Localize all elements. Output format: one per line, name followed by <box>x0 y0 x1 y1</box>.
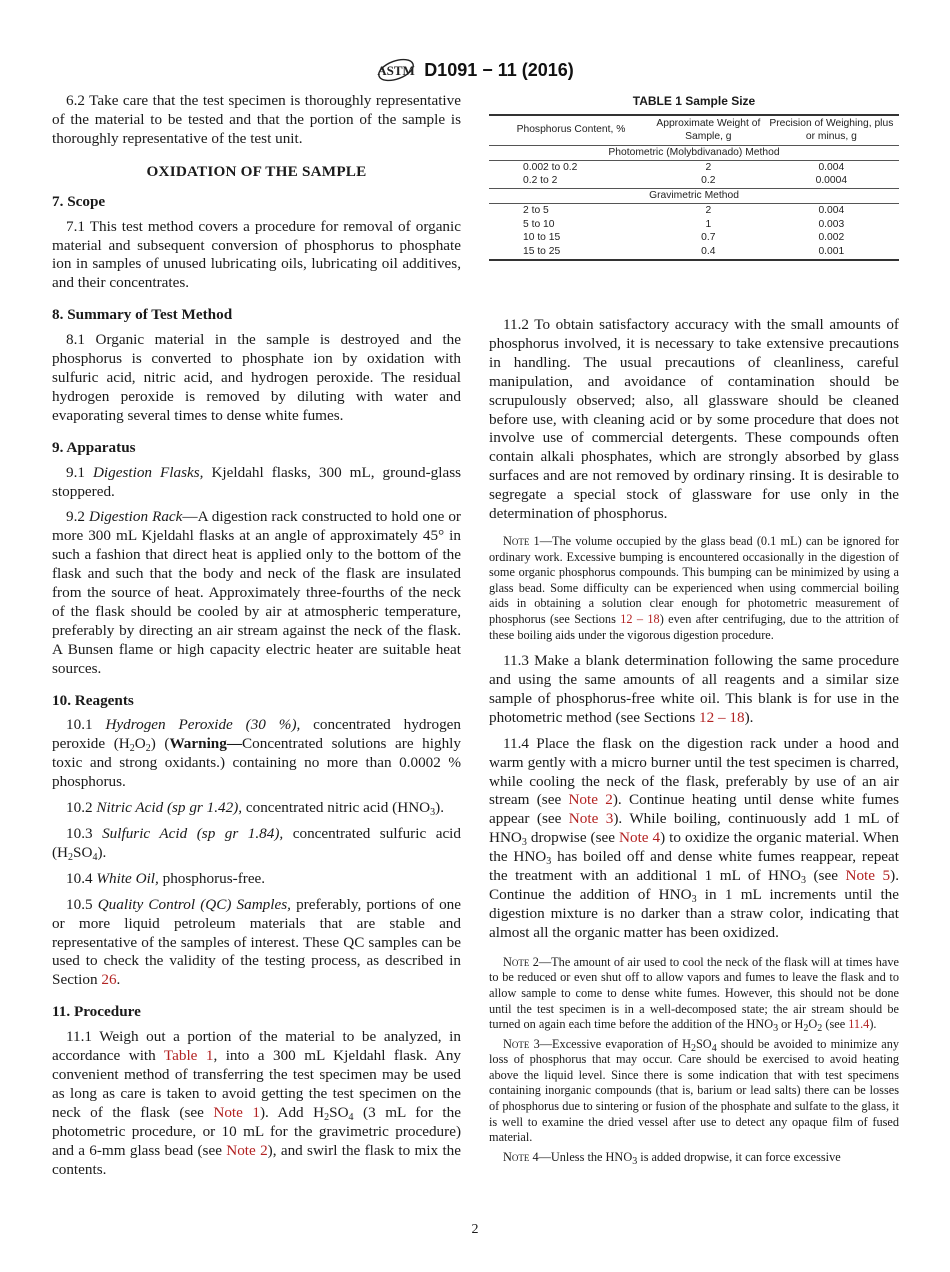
table-row <box>489 245 899 260</box>
term: Sulfuric Acid (sp gr 1.84), <box>102 825 284 842</box>
cell: 1 <box>705 218 712 230</box>
text: O <box>808 1017 818 1032</box>
cell: 0.003 <box>818 218 845 230</box>
subscript: 2 <box>817 1023 823 1035</box>
subscript: 2 <box>145 743 151 755</box>
text: ). <box>869 1017 877 1032</box>
cell: 2 <box>705 204 712 216</box>
paragraph-6-2: 6.2 Take care that the test specimen is thoroughly representative of the material to be tested and that the portion of the sample is thoroughly representative of the test unit. <box>52 92 461 147</box>
text: —The amount of air used to cool the neck of the flask will at times have to be reduced or even shut off to allow vapors and fumes to leave the flask and to allow sample to come to dense white fumes. However, this should not be done until the test specimen is in a well-decomposed state; the air stream should be turned on again each time before the addition of the HNO <box>489 954 899 1032</box>
text: , into a 300 mL Kjeldahl flask. Any convenient method of transferring the test specimen may be used as long as care is taken to avoid getting the test specimen on the neck of the flask (see <box>52 1047 462 1121</box>
column-header: Precision of Weighing, plus or minus, g <box>764 115 899 146</box>
text: ). While boiling, continuously add 1 mL of HNO <box>489 810 899 847</box>
subscript: 2 <box>803 1023 809 1035</box>
cell: 0.7 <box>701 232 716 244</box>
cell: 0.004 <box>818 161 845 173</box>
cell: 5 to 10 <box>523 218 555 230</box>
section-26-link[interactable]: 26 <box>101 971 117 989</box>
num: 10.1 <box>66 716 106 734</box>
num: 9.2 <box>66 508 89 526</box>
text: in 1 mL increments until the digestion mixture is no darker than a straw color, indicating that almost all the organic matter has been oxidized. <box>489 886 899 941</box>
text: SO <box>329 1103 349 1121</box>
text: SO <box>695 1036 712 1051</box>
column-header: Phosphorus Content, % <box>489 115 653 146</box>
num: 10.4 <box>66 869 97 887</box>
paragraph-11-3 <box>489 652 899 728</box>
cell: 0.002 <box>818 232 845 244</box>
text: . <box>116 971 121 989</box>
paragraph-8-1: 8.1 Organic material in the sample is destroyed and the phosphorus is converted to phosphate ion by oxidation with sulfuric acid, nitric acid, and hydrogen peroxide. The residual hydrogen peroxide is removed by diluting with water and evaporating several times to dense white fumes. <box>52 331 461 424</box>
table-row <box>489 218 899 232</box>
note-label: Note 4 <box>503 1149 539 1164</box>
document-id: D1091 − 11 (2016) <box>424 59 574 80</box>
text: 11.4 Place the flask on the digestion rack under a hood and warm gently with a micro burner until the test specimen is charred, while cooling the neck of the flask, preferably by use of an air stream (see <box>489 734 899 809</box>
text: ). Add H <box>259 1103 325 1121</box>
num: 9.1 <box>66 463 93 481</box>
table-row <box>489 160 899 174</box>
term: Quality Control (QC) Samples, <box>97 895 291 913</box>
text: ). <box>744 708 754 726</box>
note-2-link[interactable]: Note 2 <box>226 1141 268 1159</box>
heading-summary: 8. Summary of Test Method <box>52 306 233 324</box>
cell: 10 to 15 <box>523 232 561 244</box>
text: (see <box>822 1017 849 1032</box>
table-header-row <box>489 115 899 146</box>
cell: 0.001 <box>818 245 845 257</box>
text: —A digestion rack constructed to hold one or more 300 mL Kjeldahl flasks at an angle of approximately 45° in such a fashion that direct heat is applied only to the bottom of the flask and such that the body and neck of the flask are insulated from the source of heat. Approximately three-fourths of the neck of the flask should be cooled by air at atmospheric temperature, preferably by directing an air stream against the neck of the flask. A Bunsen flame or high capacity electric heater are suitable heat sources. <box>52 508 461 677</box>
table <box>489 114 899 261</box>
cell: 0.002 to 0.2 <box>523 161 578 173</box>
page-number: 2 <box>471 1222 479 1237</box>
subscript: 2 <box>690 1042 696 1054</box>
text: is added dropwise, it can force excessive <box>637 1149 841 1164</box>
page-header <box>0 54 950 86</box>
note-4-link[interactable]: Note 4 <box>619 829 661 847</box>
term: Nitric Acid (sp gr 1.42), <box>96 799 243 817</box>
note-1-link[interactable]: Note 1 <box>213 1103 260 1121</box>
cell: 0.2 to 2 <box>523 175 558 187</box>
text: ) to oxidize the organic material. When the HNO <box>489 829 899 866</box>
text: Concentrated solutions are highly toxic and strong oxidants.) containing no more than 0.0002 % phosphorus. <box>52 735 461 791</box>
note-label: Note 2 <box>503 954 539 969</box>
text: (see <box>805 867 846 885</box>
term: White Oil, <box>96 869 159 887</box>
text: dropwise (see <box>526 829 620 847</box>
section-title: OXIDATION OF THE SAMPLE <box>146 162 367 180</box>
text: ) even after centrifuging, due to the attrition of these boiling aids under the vigorous digestion procedure. <box>489 611 900 642</box>
warning-label: Warning— <box>169 735 243 753</box>
paragraph-11-1 <box>52 1028 461 1179</box>
subscript: 3 <box>800 875 806 887</box>
paragraph-9-2 <box>52 508 461 678</box>
text: ). <box>97 843 107 861</box>
subscript: 3 <box>430 807 436 819</box>
text: ), and swirl the flask to mix the contents. <box>52 1141 461 1178</box>
cell: 0.2 <box>701 175 716 187</box>
text: Kjeldahl flasks, 300 mL, ground-glass stoppered. <box>52 463 462 500</box>
subscript: 3 <box>632 1155 638 1167</box>
table-1-link[interactable]: Table 1 <box>163 1047 214 1065</box>
subscript: 3 <box>521 837 527 849</box>
paragraph-10-4 <box>52 870 461 889</box>
group-label: Photometric (Molybdivanado) Method <box>489 146 899 161</box>
section-11-4-link[interactable]: 11.4 <box>848 1017 870 1032</box>
text: ). <box>435 799 444 817</box>
subscript: 2 <box>129 743 135 755</box>
text: O <box>134 735 146 753</box>
text: 11.3 Make a blank determination following the same procedure and using the same amounts of all reagents and a similar size sample of phosphorus-free white oil. This blank is for use in the photometric method (see Sections <box>489 652 899 726</box>
paragraph-11-4 <box>489 735 899 943</box>
svg-text:ASTM: ASTM <box>377 63 415 78</box>
sample-size-table <box>489 94 899 261</box>
text: (3 mL for the photometric procedure, or 10 mL for the gravimetric procedure) and a 6-mm glass bead (see <box>52 1103 461 1159</box>
table-title: TABLE 1 Sample Size <box>632 94 756 108</box>
subscript: 4 <box>348 1111 354 1123</box>
cell: 15 to 25 <box>523 245 561 257</box>
subscript: 3 <box>546 856 552 868</box>
text: has boiled off and dense white fumes reappear, repeat the treatment with an additional 1 mL of HNO <box>489 848 899 885</box>
text: ). Continue the addition of HNO <box>489 867 899 903</box>
column-header: Approximate Weight of Sample, g <box>653 115 764 146</box>
term: Digestion Rack <box>89 508 183 526</box>
note-label: Note 3 <box>503 1036 540 1051</box>
heading-scope: 7. Scope <box>52 192 106 210</box>
sections-12-18-link[interactable]: 12 – 18 <box>699 708 745 726</box>
sections-12-18-link[interactable]: 12 – 18 <box>620 611 660 626</box>
subscript: 2 <box>68 851 74 863</box>
text: —The volume occupied by the glass bead (0.1 mL) can be ignored for ordinary work. Excessive bumping is encountered occasionally in the digestion of some organic phosphorus compounds. This bumping can be minimized by using a glass bead. Some difficulty can be experienced when using commercial boiling aids in obtaining a solution clear enough for photometric measurement of phosphorus (see Sections <box>489 533 899 626</box>
text: concentrated sulfuric acid (H <box>52 825 461 861</box>
num: 10.5 <box>66 895 98 913</box>
group-label: Gravimetric Method <box>489 189 899 204</box>
right-column <box>489 316 899 1165</box>
text: ) ( <box>150 735 170 753</box>
text: —Excessive evaporation of H <box>539 1036 691 1051</box>
table-row <box>489 231 899 245</box>
text: concentrated hydrogen peroxide (H <box>52 716 461 753</box>
subscript: 4 <box>92 851 98 863</box>
text: or H <box>778 1017 804 1032</box>
note-1 <box>489 534 899 643</box>
note-3 <box>489 1037 899 1146</box>
cell: 2 to 5 <box>523 204 549 216</box>
num: 10.2 <box>66 799 97 817</box>
note-2 <box>489 955 899 1033</box>
text: SO <box>73 843 93 861</box>
astm-logo-icon <box>376 55 416 85</box>
group-row <box>489 146 899 161</box>
paragraph-10-2 <box>52 799 461 818</box>
note-4 <box>489 1150 899 1166</box>
note-5-link[interactable]: Note 5 <box>845 867 891 885</box>
text: 11.1 Weigh out a portion of the material to be analyzed, in accordance with <box>52 1028 461 1065</box>
subscript: 3 <box>773 1023 779 1035</box>
table-row <box>489 174 899 188</box>
cell: 0.004 <box>818 204 845 216</box>
table-row <box>489 203 899 217</box>
paragraph-11-2: 11.2 To obtain satisfactory accuracy with the small amounts of phosphorus involved, it is necessary to take extensive precautions in handling. The usual precautions of cleanliness, careful manipulation, and avoidance of contamination should be scrupulously observed; also, all glassware should be cleaned before use, with cleaning acid or by some procedure that does not involve use of commercial detergents. These compounds often contain alkali phosphates, which are strongly absorbed by glass surfaces and are not removed by ordinary rinsing. It is desirable to segregate a special stock of glassware for use only in the determination of phosphorus. <box>489 316 899 523</box>
text: phosphorus-free. <box>158 869 266 887</box>
text: preferably, portions of one or more liquid petroleum materials that are stable and representative of the samples of interest. These QC samples can be used to check the validity of the testing process, as described in Section <box>52 895 461 989</box>
paragraph-10-1 <box>52 716 461 792</box>
heading-apparatus: 9. Apparatus <box>52 438 136 456</box>
term: Hydrogen Peroxide (30 %), <box>105 716 301 734</box>
text: ). Continue heating until dense white fumes appear (see <box>489 791 899 828</box>
cell: 0.0004 <box>815 175 848 187</box>
left-column <box>52 92 461 1179</box>
paragraph-9-1 <box>52 464 461 502</box>
num: 10.3 <box>66 825 103 842</box>
heading-procedure: 11. Procedure <box>52 1003 141 1021</box>
note-2-link[interactable]: Note 2 <box>568 791 613 809</box>
note-3-link[interactable]: Note 3 <box>568 810 614 828</box>
paragraph-7-1: 7.1 This test method covers a procedure for removal of organic material and subsequent conversion of phosphorus to phosphate ion in samples of unused lubricating oils, lubricating oil additives, and their concentrates. <box>52 217 461 292</box>
paragraph-10-3 <box>52 825 461 863</box>
text: should be avoided to minimize any loss of phosphorus that may occur. Care should be exercised to avoid heating above the liquid level. Since there is some indication that with test specimens containing inorganic compounds (that is, barium or lead salts) there can be losses of phosphorus due to sintering or fusion of the phosphate and sulfate to the glass, it is well to examine the dried vessel after use to detect any opaque film of fused material. <box>489 1036 899 1145</box>
cell: 2 <box>705 161 712 173</box>
text: concentrated nitric acid (HNO <box>242 799 431 817</box>
heading-reagents: 10. Reagents <box>52 691 134 709</box>
subscript: 4 <box>711 1042 717 1054</box>
subscript: 3 <box>691 894 697 905</box>
subscript: 2 <box>324 1111 330 1123</box>
term: Digestion Flasks, <box>92 463 204 481</box>
paragraph-10-5 <box>52 896 461 991</box>
group-row <box>489 189 899 204</box>
text: —Unless the HNO <box>538 1149 633 1164</box>
note-label: Note 1 <box>503 533 540 548</box>
cell: 0.4 <box>701 245 716 257</box>
